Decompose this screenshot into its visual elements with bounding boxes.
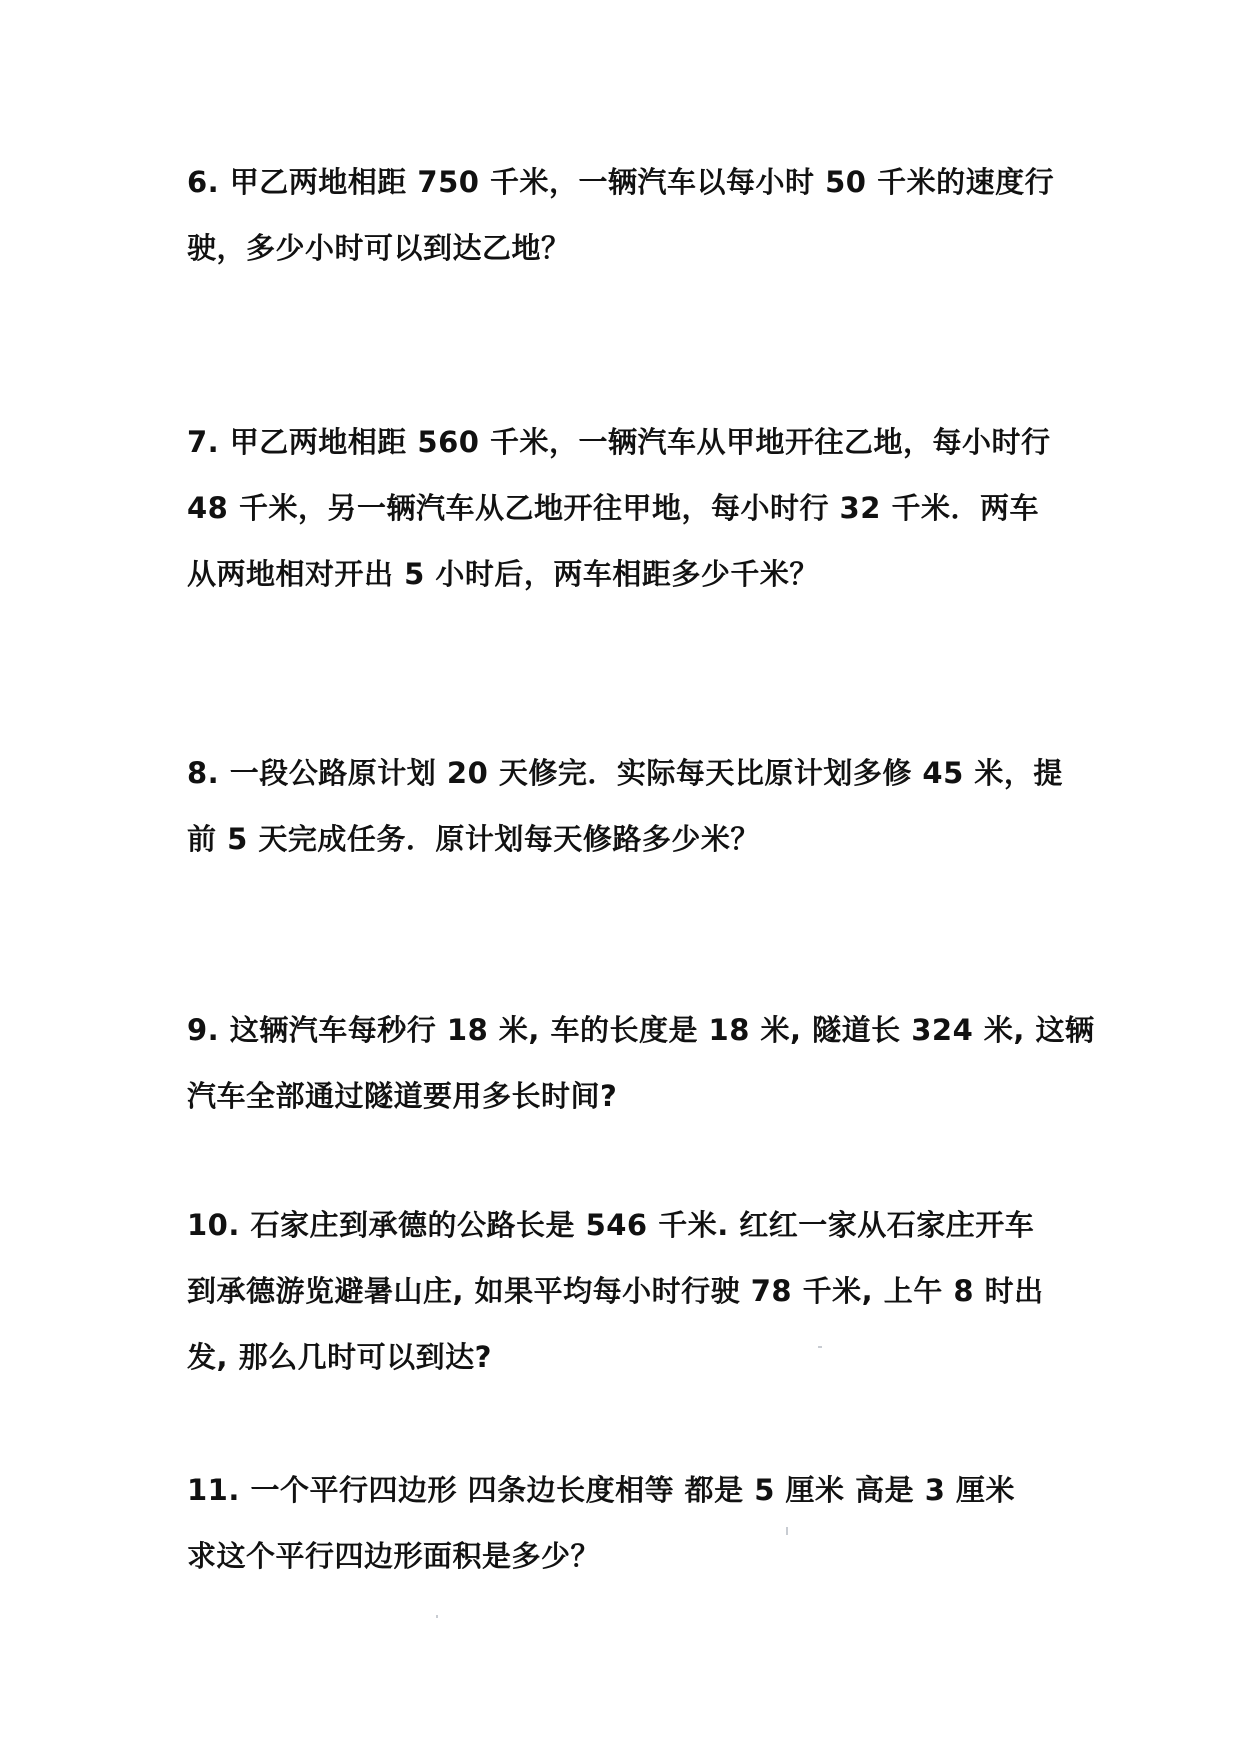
scan-speck xyxy=(436,1615,438,1618)
problem-line: 求这个平行四边形面积是多少？ xyxy=(187,1539,601,1573)
problem-8 xyxy=(187,740,1067,872)
scan-speck xyxy=(818,1346,822,1348)
problem-line: 发, 那么几时可以到达? xyxy=(187,1340,492,1374)
problem-7 xyxy=(187,409,1067,607)
problem-line: 8. 一段公路原计划 20 天修完．实际每天比原计划多修 45 米，提 xyxy=(187,756,1063,790)
problem-line: 6. 甲乙两地相距 750 千米，一辆汽车以每小时 50 千米的速度行 xyxy=(187,165,1055,199)
problem-line: 从两地相对开出 5 小时后，两车相距多少千米？ xyxy=(187,557,819,591)
problem-line: 汽车全部通过隧道要用多长时间? xyxy=(187,1079,618,1113)
problem-10 xyxy=(187,1192,1067,1390)
problem-6 xyxy=(187,149,1067,281)
problem-line: 9. 这辆汽车每秒行 18 米, 车的长度是 18 米, 隧道长 324 米, 这辆 xyxy=(187,1013,1095,1047)
problem-9 xyxy=(187,997,1095,1129)
problem-line: 10. 石家庄到承德的公路长是 546 千米. 红红一家从石家庄开车 xyxy=(187,1208,1035,1242)
problem-line: 到承德游览避暑山庄, 如果平均每小时行驶 78 千米, 上午 8 时出 xyxy=(187,1274,1044,1308)
problem-line: 驶，多少小时可以到达乙地？ xyxy=(187,231,571,265)
problem-11 xyxy=(187,1457,1067,1589)
problem-line: 前 5 天完成任务．原计划每天修路多少米？ xyxy=(187,822,760,856)
scan-speck xyxy=(786,1527,788,1535)
problem-line: 48 千米，另一辆汽车从乙地开往甲地，每小时行 32 千米．两车 xyxy=(187,491,1040,525)
problem-line: 7. 甲乙两地相距 560 千米，一辆汽车从甲地开往乙地，每小时行 xyxy=(187,425,1051,459)
problem-line: 11. 一个平行四边形 四条边长度相等 都是 5 厘米 高是 3 厘米 xyxy=(187,1473,1016,1507)
